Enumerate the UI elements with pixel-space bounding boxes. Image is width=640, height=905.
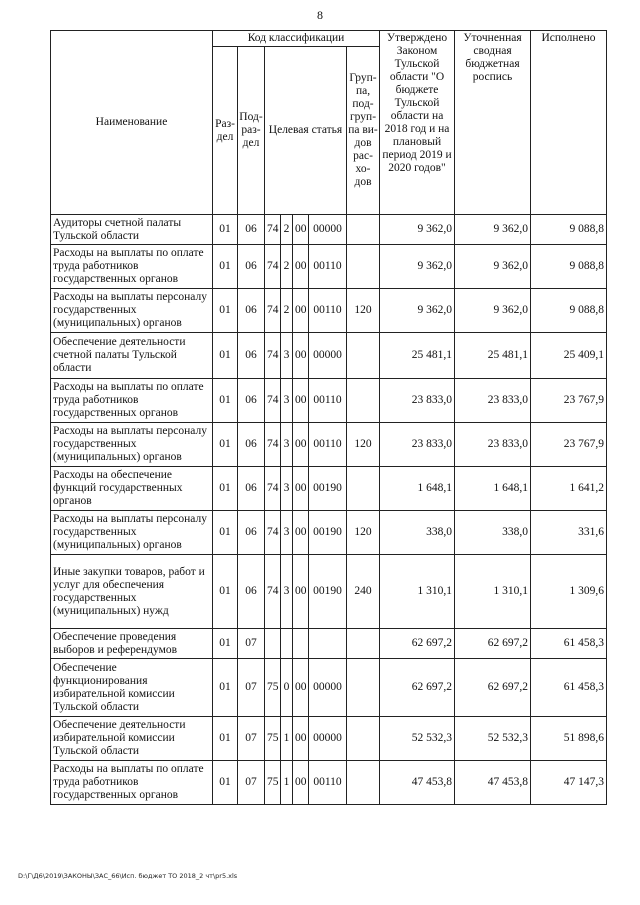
row-name: Расходы на выплаты по оплате труда работников государственных органов	[51, 761, 213, 805]
row-subsection: 07	[238, 717, 265, 761]
row-approved: 47 453,8	[380, 761, 455, 805]
row-target-program: 75	[265, 761, 281, 805]
row-target-program: 74	[265, 215, 281, 245]
row-target-direction: 00000	[309, 333, 347, 379]
row-target-subprogram: 3	[281, 333, 293, 379]
row-target-direction: 00110	[309, 289, 347, 333]
row-executed: 1 309,6	[531, 555, 607, 629]
row-executed: 9 088,8	[531, 245, 607, 289]
row-section: 01	[213, 245, 238, 289]
row-subsection: 06	[238, 511, 265, 555]
row-refined: 52 532,3	[455, 717, 531, 761]
row-target-direction: 00000	[309, 215, 347, 245]
row-refined: 1 648,1	[455, 467, 531, 511]
row-refined: 338,0	[455, 511, 531, 555]
row-target-main: 00	[293, 467, 309, 511]
row-expense-group	[347, 629, 380, 659]
row-target-main: 00	[293, 761, 309, 805]
row-target-program: 75	[265, 659, 281, 717]
row-name: Обеспечение деятельности счетной палаты Тульской области	[51, 333, 213, 379]
row-expense-group: 240	[347, 555, 380, 629]
row-approved: 338,0	[380, 511, 455, 555]
row-executed: 9 088,8	[531, 289, 607, 333]
row-approved: 52 532,3	[380, 717, 455, 761]
row-name: Обеспечение функционирования избирательной комиссии Тульской области	[51, 659, 213, 717]
row-target-direction: 00110	[309, 379, 347, 423]
row-target-program: 74	[265, 555, 281, 629]
row-refined: 25 481,1	[455, 333, 531, 379]
row-executed: 51 898,6	[531, 717, 607, 761]
row-target-direction: 00110	[309, 761, 347, 805]
row-target-direction: 00190	[309, 467, 347, 511]
row-target-program: 74	[265, 245, 281, 289]
page-number: 8	[317, 8, 323, 22]
row-refined: 23 833,0	[455, 379, 531, 423]
row-section: 01	[213, 379, 238, 423]
row-approved: 9 362,0	[380, 215, 455, 245]
header-refined: Уточненная сводная бюджетная роспись	[455, 31, 531, 215]
row-target-main: 00	[293, 289, 309, 333]
table-row	[51, 511, 607, 555]
row-section: 01	[213, 555, 238, 629]
row-approved: 25 481,1	[380, 333, 455, 379]
row-target-program: 74	[265, 333, 281, 379]
row-target-main: 00	[293, 215, 309, 245]
row-section: 01	[213, 215, 238, 245]
row-target-subprogram: 2	[281, 245, 293, 289]
table-row	[51, 423, 607, 467]
row-refined: 23 833,0	[455, 423, 531, 467]
row-target-direction: 00000	[309, 659, 347, 717]
row-subsection: 06	[238, 215, 265, 245]
row-approved: 62 697,2	[380, 629, 455, 659]
row-target-direction: 00190	[309, 555, 347, 629]
row-target-subprogram: 3	[281, 555, 293, 629]
row-approved: 23 833,0	[380, 379, 455, 423]
row-subsection: 06	[238, 423, 265, 467]
header-code-classification: Код классификации	[213, 31, 380, 47]
row-target-subprogram: 3	[281, 511, 293, 555]
row-target-subprogram: 2	[281, 215, 293, 245]
row-name: Расходы на выплаты по оплате труда работников государственных органов	[51, 245, 213, 289]
row-name: Обеспечение проведения выборов и референдумов	[51, 629, 213, 659]
row-subsection: 06	[238, 379, 265, 423]
row-section: 01	[213, 761, 238, 805]
header-expense-group: Груп- па, под- груп- па ви- дов рас- хо- дов	[347, 47, 380, 215]
table-body	[51, 215, 607, 805]
table-row	[51, 245, 607, 289]
row-subsection: 07	[238, 629, 265, 659]
row-target-program: 74	[265, 511, 281, 555]
row-section: 01	[213, 511, 238, 555]
row-target-main: 00	[293, 511, 309, 555]
row-name: Обеспечение деятельности избирательной комиссии Тульской области	[51, 717, 213, 761]
row-subsection: 07	[238, 659, 265, 717]
row-expense-group: 120	[347, 511, 380, 555]
row-section: 01	[213, 289, 238, 333]
row-target-main: 00	[293, 333, 309, 379]
row-target-subprogram: 3	[281, 379, 293, 423]
row-section: 01	[213, 659, 238, 717]
row-refined: 9 362,0	[455, 245, 531, 289]
row-target-subprogram: 1	[281, 761, 293, 805]
row-approved: 23 833,0	[380, 423, 455, 467]
row-refined: 1 310,1	[455, 555, 531, 629]
row-executed: 25 409,1	[531, 333, 607, 379]
row-refined: 9 362,0	[455, 215, 531, 245]
row-target-subprogram: 3	[281, 467, 293, 511]
row-target-main	[293, 629, 309, 659]
row-expense-group	[347, 717, 380, 761]
row-refined: 62 697,2	[455, 629, 531, 659]
header-section: Раз- дел	[213, 47, 238, 215]
row-target-direction: 00000	[309, 717, 347, 761]
row-executed: 9 088,8	[531, 215, 607, 245]
row-expense-group	[347, 379, 380, 423]
file-path-footer: D:\Г\Д6\2019\ЗАКОНЫ\ЗАС_66\Исп. бюджет ТО 2018_2 чт\pr5.xls	[18, 872, 238, 880]
row-target-subprogram: 3	[281, 423, 293, 467]
row-refined: 62 697,2	[455, 659, 531, 717]
row-target-subprogram: 1	[281, 717, 293, 761]
row-approved: 1 648,1	[380, 467, 455, 511]
row-target-program: 74	[265, 379, 281, 423]
table-row	[51, 761, 607, 805]
header-target-article: Целевая статья	[265, 47, 347, 215]
row-expense-group	[347, 467, 380, 511]
row-target-program: 74	[265, 289, 281, 333]
row-executed: 1 641,2	[531, 467, 607, 511]
table-row	[51, 379, 607, 423]
row-target-main: 00	[293, 717, 309, 761]
table-row	[51, 555, 607, 629]
header-subsection: Под- раз- дел	[238, 47, 265, 215]
row-subsection: 06	[238, 555, 265, 629]
table-row	[51, 717, 607, 761]
row-target-direction: 00190	[309, 511, 347, 555]
row-refined: 47 453,8	[455, 761, 531, 805]
row-subsection: 06	[238, 333, 265, 379]
row-section: 01	[213, 467, 238, 511]
row-executed: 47 147,3	[531, 761, 607, 805]
row-refined: 9 362,0	[455, 289, 531, 333]
row-target-main: 00	[293, 379, 309, 423]
row-target-direction	[309, 629, 347, 659]
row-subsection: 06	[238, 289, 265, 333]
row-expense-group: 120	[347, 289, 380, 333]
row-target-subprogram: 2	[281, 289, 293, 333]
row-target-program: 74	[265, 423, 281, 467]
row-expense-group: 120	[347, 423, 380, 467]
row-expense-group	[347, 245, 380, 289]
row-name: Расходы на обеспечение функций государственных органов	[51, 467, 213, 511]
row-name: Расходы на выплаты персоналу государственных (муниципальных) органов	[51, 423, 213, 467]
row-target-subprogram: 0	[281, 659, 293, 717]
table-row	[51, 629, 607, 659]
row-section: 01	[213, 629, 238, 659]
header-approved: Утверждено Законом Тульской области "О бюджете Тульской области на 2018 год и на плановый период 2019 и 2020 годов"	[380, 31, 455, 215]
row-target-program: 74	[265, 467, 281, 511]
row-target-subprogram	[281, 629, 293, 659]
row-executed: 61 458,3	[531, 629, 607, 659]
row-expense-group	[347, 333, 380, 379]
row-approved: 62 697,2	[380, 659, 455, 717]
row-executed: 61 458,3	[531, 659, 607, 717]
row-target-main: 00	[293, 423, 309, 467]
row-subsection: 06	[238, 245, 265, 289]
header-name: Наименование	[51, 31, 213, 215]
row-name: Расходы на выплаты персоналу государственных (муниципальных) органов	[51, 511, 213, 555]
row-section: 01	[213, 333, 238, 379]
row-executed: 23 767,9	[531, 379, 607, 423]
row-target-program: 75	[265, 717, 281, 761]
header-executed: Исполнено	[531, 31, 607, 215]
table-row	[51, 333, 607, 379]
row-name: Аудиторы счетной палаты Тульской области	[51, 215, 213, 245]
row-subsection: 06	[238, 467, 265, 511]
row-target-main: 00	[293, 555, 309, 629]
row-target-program	[265, 629, 281, 659]
row-target-main: 00	[293, 659, 309, 717]
row-executed: 23 767,9	[531, 423, 607, 467]
row-executed: 331,6	[531, 511, 607, 555]
row-section: 01	[213, 717, 238, 761]
row-approved: 9 362,0	[380, 245, 455, 289]
row-name: Иные закупки товаров, работ и услуг для обеспечения государственных (муниципальных) нужд	[51, 555, 213, 629]
table-row	[51, 467, 607, 511]
table-row	[51, 659, 607, 717]
table-row	[51, 289, 607, 333]
row-name: Расходы на выплаты персоналу государственных (муниципальных) органов	[51, 289, 213, 333]
row-target-main: 00	[293, 245, 309, 289]
row-approved: 9 362,0	[380, 289, 455, 333]
row-expense-group	[347, 215, 380, 245]
row-section: 01	[213, 423, 238, 467]
table-row	[51, 215, 607, 245]
row-target-direction: 00110	[309, 423, 347, 467]
row-name: Расходы на выплаты по оплате труда работников государственных органов	[51, 379, 213, 423]
row-target-direction: 00110	[309, 245, 347, 289]
budget-table	[50, 30, 607, 805]
row-expense-group	[347, 659, 380, 717]
row-approved: 1 310,1	[380, 555, 455, 629]
row-subsection: 07	[238, 761, 265, 805]
row-expense-group	[347, 761, 380, 805]
